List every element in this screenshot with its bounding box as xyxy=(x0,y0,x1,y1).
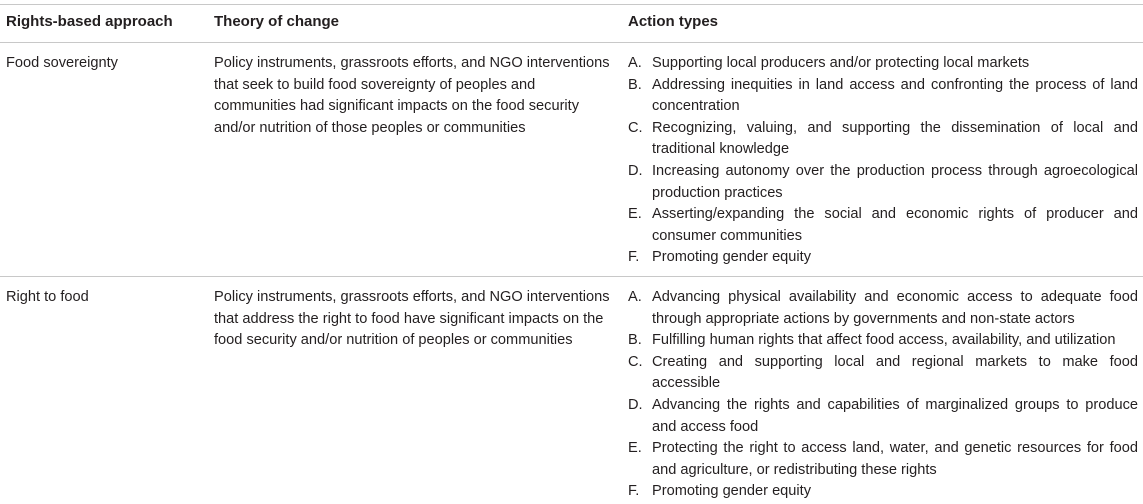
action-item xyxy=(628,438,1138,481)
action-text: Asserting/expanding the social and economic rights of producer and consumer communities xyxy=(652,206,1138,244)
action-text: Promoting gender equity xyxy=(652,249,812,266)
action-item xyxy=(628,118,1138,161)
header-theory-of-change: Theory of change xyxy=(214,13,340,30)
action-letter: A. xyxy=(628,289,642,305)
action-list xyxy=(628,53,1138,269)
action-item xyxy=(628,481,1138,503)
approach-cell: Food sovereignty xyxy=(6,55,118,71)
action-letter: F. xyxy=(628,483,640,500)
action-text: Advancing physical availability and economic access to adequate food through appropriate actions by governments and non-state actors xyxy=(652,289,1138,327)
table-header-row xyxy=(0,11,1143,35)
header-action-types: Action types xyxy=(628,13,719,30)
action-text: Recognizing, valuing, and supporting the dissemination of local and traditional knowledge xyxy=(652,119,1138,158)
action-item xyxy=(628,395,1138,438)
action-text: Increasing autonomy over the production process through agroecological production practices xyxy=(652,162,1138,201)
action-item xyxy=(628,247,1138,269)
actions-cell xyxy=(628,287,1138,503)
action-list xyxy=(628,287,1138,503)
action-item xyxy=(628,53,1138,75)
action-item xyxy=(628,287,1138,330)
action-letter: C. xyxy=(628,119,643,136)
action-letter: E. xyxy=(628,206,642,223)
theory-cell: Policy instruments, grassroots efforts, and NGO interventions that seek to build food sovereignty of peoples and communities had significant impacts on the food security and/or nutrition of those peoples or communities xyxy=(214,55,610,136)
action-text: Addressing inequities in land access and confronting the process of land concentration xyxy=(652,76,1138,115)
action-letter: C. xyxy=(628,353,643,370)
action-letter: E. xyxy=(628,440,642,457)
action-text: Advancing the rights and capabilities of marginalized groups to produce and access food xyxy=(652,396,1138,435)
header-divider-rule xyxy=(0,42,1143,43)
row-divider-rule xyxy=(0,276,1143,277)
action-item xyxy=(628,204,1138,247)
action-item xyxy=(628,161,1138,204)
action-letter: F. xyxy=(628,249,640,266)
action-letter: D. xyxy=(628,162,643,179)
header-rights-based-approach: Rights-based approach xyxy=(6,13,173,30)
theory-cell: Policy instruments, grassroots efforts, and NGO interventions that address the right to food have significant impacts on the food security and/or nutrition of peoples or communities xyxy=(214,289,610,349)
action-text: Promoting gender equity xyxy=(652,483,812,500)
action-letter: B. xyxy=(628,76,642,93)
action-text: Protecting the right to access land, water, and genetic resources for food and agriculture, or redistributing these rights xyxy=(652,440,1138,478)
table-top-rule xyxy=(0,4,1143,5)
action-letter: A. xyxy=(628,55,642,71)
action-item xyxy=(628,330,1138,352)
action-item xyxy=(628,352,1138,395)
action-letter: D. xyxy=(628,396,643,413)
action-text: Creating and supporting local and regional markets to make food accessible xyxy=(652,353,1138,392)
approach-cell: Right to food xyxy=(6,289,89,305)
action-item xyxy=(628,75,1138,118)
actions-cell xyxy=(628,53,1138,269)
action-text: Supporting local producers and/or protecting local markets xyxy=(652,55,1030,71)
action-text: Fulfilling human rights that affect food access, availability, and utilization xyxy=(652,332,1116,349)
action-letter: B. xyxy=(628,332,642,349)
